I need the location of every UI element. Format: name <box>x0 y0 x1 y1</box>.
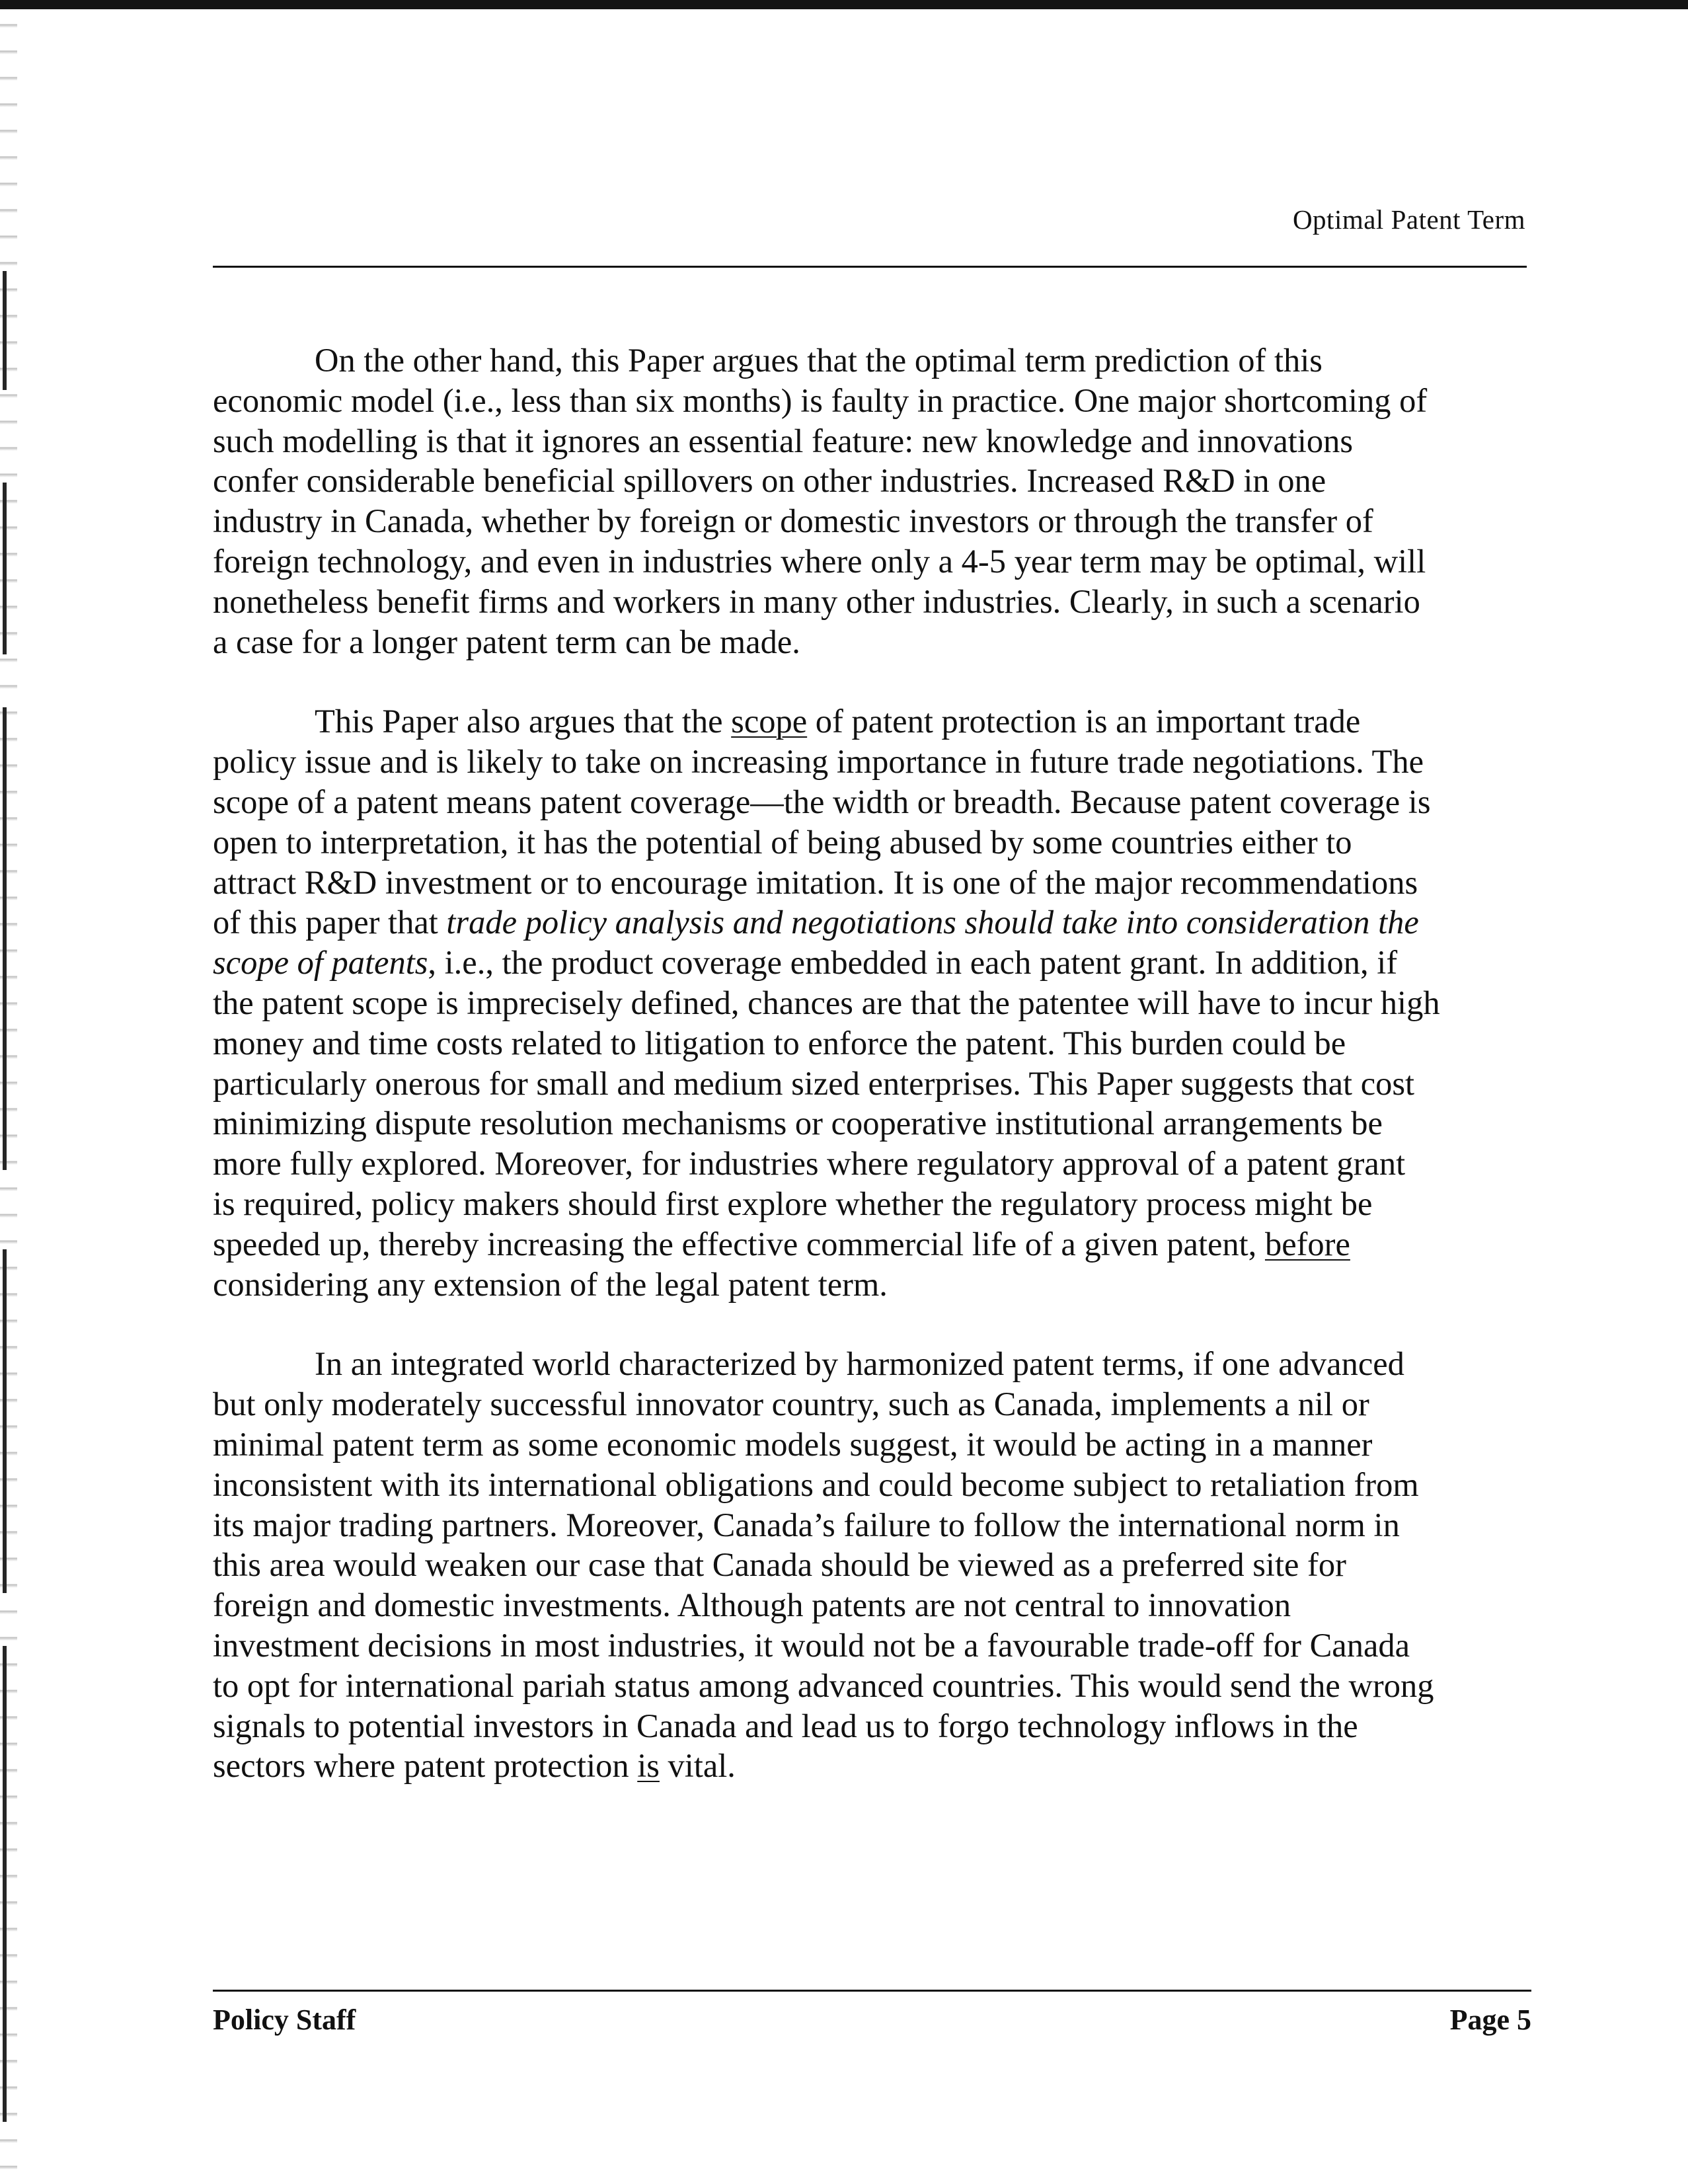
text-line: investment decisions in most industries, it would not be a favourable trade-off for Canada <box>213 1626 1410 1664</box>
text-line: the patent scope is imprecisely defined, chances are that the patentee will have to incur high <box>213 984 1440 1021</box>
text-line <box>213 943 1531 983</box>
text-line: its major trading partners. Moreover, Canada’s failure to follow the international norm in <box>213 1506 1400 1543</box>
text-line: minimizing dispute resolution mechanisms or cooperative institutional arrangements be <box>213 1105 1383 1142</box>
text-line: more fully explored. Moreover, for industries where regulatory approval of a patent grant <box>213 1145 1406 1183</box>
underlined-word-scope: scope <box>731 703 808 740</box>
underlined-word-before: before <box>1264 1225 1350 1263</box>
text-line: economic model (i.e., less than six months) is faulty in practice. One major shortcoming of <box>213 381 1428 419</box>
footer-author: Policy Staff <box>213 2004 356 2036</box>
scan-mark <box>3 483 7 654</box>
text-line: nonetheless benefit firms and workers in many other industries. Clearly, in such a scenario <box>213 582 1420 620</box>
text-line <box>213 1746 1531 1786</box>
paragraph-1 <box>213 340 1531 662</box>
scan-mark <box>3 707 7 1170</box>
text-run: sectors where patent protection <box>213 1747 638 1785</box>
text-run: of patent protection is an important trade <box>807 703 1361 740</box>
header-rule <box>213 266 1527 268</box>
text-line: In an integrated world characterized by harmonized patent terms, if one advanced <box>315 1345 1404 1383</box>
text-line <box>213 701 1531 742</box>
running-header-title: Optimal Patent Term <box>1292 204 1525 235</box>
text-line: a case for a longer patent term can be made. <box>213 623 800 660</box>
text-run: speeded up, thereby increasing the effective commercial life of a given patent, <box>213 1225 1265 1263</box>
footer-rule <box>213 1990 1531 1992</box>
text-line: signals to potential investors in Canada and lead us to forgo technology inflows in the <box>213 1707 1358 1744</box>
text-line: money and time costs related to litigation to enforce the patent. This burden could be <box>213 1024 1346 1062</box>
paragraph-2 <box>213 701 1531 1304</box>
text-line: this area would weaken our case that Canada should be viewed as a preferred site for <box>213 1546 1346 1584</box>
text-line: particularly onerous for small and medium sized enterprises. This Paper suggests that cost <box>213 1064 1415 1102</box>
scan-mark <box>3 271 7 390</box>
text-line: policy issue and is likely to take on increasing importance in future trade negotiations. The <box>213 743 1424 781</box>
text-line: foreign and domestic investments. Although patents are not central to innovation <box>213 1586 1291 1624</box>
text-line: such modelling is that it ignores an essential feature: new knowledge and innovations <box>213 422 1354 459</box>
text-line: minimal patent term as some economic models suggest, it would be acting in a manner <box>213 1425 1373 1463</box>
text-run: vital. <box>659 1747 736 1785</box>
text-line: confer considerable beneficial spillovers on other industries. Increased R&D in one <box>213 462 1326 500</box>
scan-top-border <box>0 0 1688 9</box>
text-line: inconsistent with its international obligations and could become subject to retaliation from <box>213 1465 1419 1503</box>
text-line: open to interpretation, it has the potential of being abused by some countries either to <box>213 823 1352 861</box>
text-line: considering any extension of the legal patent term. <box>213 1265 888 1303</box>
text-line: is required, policy makers should first explore whether the regulatory process might be <box>213 1185 1373 1222</box>
text-line: scope of a patent means patent coverage—the width or breadth. Because patent coverage is <box>213 783 1431 820</box>
scan-mark <box>3 1646 7 2122</box>
text-line: foreign technology, and even in industries where only a 4-5 year term may be optimal, will <box>213 542 1426 580</box>
text-run: , i.e., the product coverage embedded in each patent grant. In addition, if <box>428 944 1398 982</box>
text-line: industry in Canada, whether by foreign or domestic investors or through the transfer of <box>213 502 1373 540</box>
text-line: but only moderately successful innovator country, such as Canada, implements a nil or <box>213 1385 1369 1423</box>
italic-recommendation: scope of patents <box>213 944 428 982</box>
text-run: of this paper that <box>213 904 447 941</box>
scan-left-edge <box>0 20 17 2175</box>
text-line <box>213 902 1531 943</box>
page-body <box>213 340 1531 1826</box>
text-run: This Paper also argues that the <box>315 703 732 740</box>
page-number: Page 5 <box>1449 2004 1531 2036</box>
text-line: to opt for international pariah status among advanced countries. This would send the wrong <box>213 1666 1434 1704</box>
text-line: attract R&D investment or to encourage imitation. It is one of the major recommendations <box>213 863 1418 901</box>
text-line <box>213 1224 1531 1265</box>
paragraph-3 <box>213 1344 1531 1786</box>
underlined-word-is: is <box>637 1747 660 1785</box>
italic-recommendation: trade policy analysis and negotiations should take into consideration the <box>446 904 1419 941</box>
text-line: On the other hand, this Paper argues that the optimal term prediction of this <box>315 342 1323 379</box>
scan-mark <box>3 1249 7 1593</box>
